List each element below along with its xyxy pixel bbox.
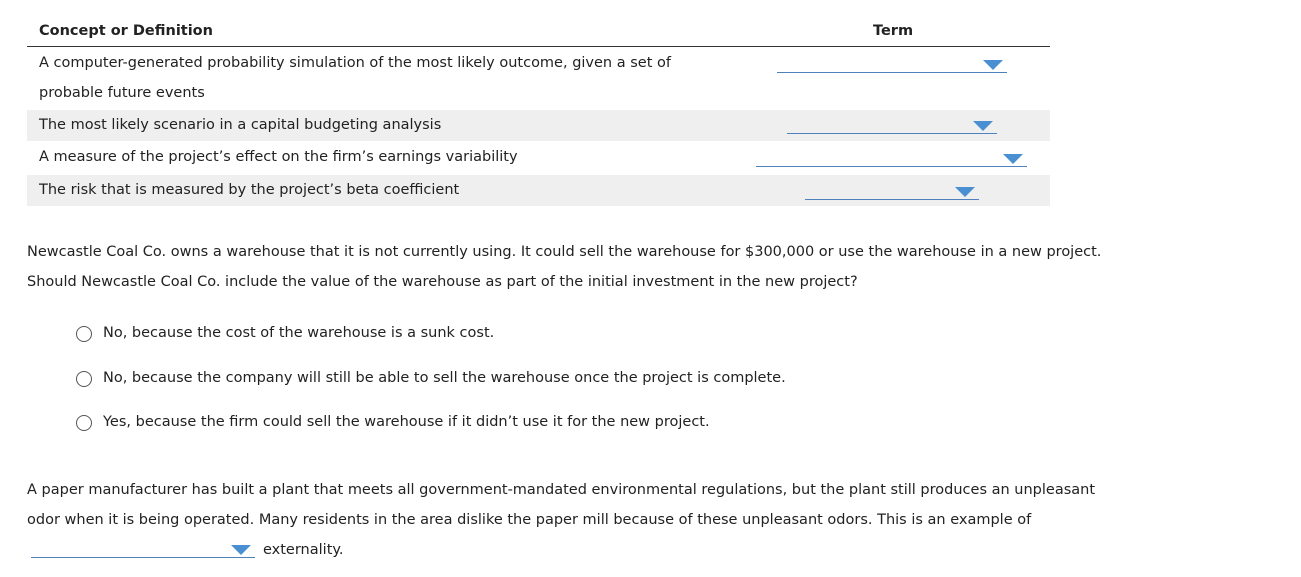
question-line-1: Newcastle Coal Co. owns a warehouse that it is not currently using. It could sell the warehouse for $300,000 or use the warehouse in a new project. bbox=[27, 244, 1102, 260]
row-definition: The most likely scenario in a capital budgeting analysis bbox=[39, 117, 442, 133]
term-column-header: Term bbox=[873, 23, 914, 39]
externality-line-2: odor when it is being operated. Many residents in the area dislike the paper mill because of these unpleasant odors. This is an example of bbox=[27, 512, 1032, 528]
externality-line-1: A paper manufacturer has built a plant that meets all government-mandated environmental regulations, but the plant still produces an unpleasant bbox=[27, 482, 1096, 498]
matching-table-header bbox=[27, 14, 1050, 47]
row-definition-line1: A computer-generated probability simulation of the most likely outcome, given a set of bbox=[39, 55, 671, 71]
chevron-down-icon bbox=[983, 60, 1003, 70]
chevron-down-icon bbox=[955, 187, 975, 197]
chevron-down-icon bbox=[973, 121, 993, 131]
term-dropdown-2[interactable] bbox=[787, 117, 997, 134]
row-definition: A measure of the project’s effect on the firm’s earnings variability bbox=[39, 149, 518, 165]
term-dropdown-4[interactable] bbox=[805, 183, 979, 200]
radio-option-label: No, because the company will still be able to sell the warehouse once the project is complete. bbox=[103, 370, 786, 386]
chevron-down-icon bbox=[231, 545, 251, 555]
question-line-2: Should Newcastle Coal Co. include the value of the warehouse as part of the initial investment in the new project? bbox=[27, 274, 858, 290]
term-dropdown-3[interactable] bbox=[756, 150, 1027, 167]
table-row bbox=[27, 110, 1050, 141]
radio-button[interactable] bbox=[76, 415, 92, 431]
concept-column-header: Concept or Definition bbox=[39, 23, 213, 39]
term-dropdown-1[interactable] bbox=[777, 56, 1007, 73]
table-row bbox=[27, 48, 1050, 108]
table-row bbox=[27, 142, 1050, 173]
radio-button[interactable] bbox=[76, 371, 92, 387]
radio-button[interactable] bbox=[76, 326, 92, 342]
radio-option-label: No, because the cost of the warehouse is a sunk cost. bbox=[103, 325, 495, 341]
chevron-down-icon bbox=[1003, 154, 1023, 164]
externality-suffix: externality. bbox=[263, 542, 344, 558]
row-definition: The risk that is measured by the project’s beta coefficient bbox=[39, 182, 460, 198]
externality-type-dropdown[interactable] bbox=[31, 541, 255, 558]
radio-option-label: Yes, because the firm could sell the warehouse if it didn’t use it for the new project. bbox=[103, 414, 710, 430]
row-definition-line2: probable future events bbox=[39, 85, 205, 101]
table-row bbox=[27, 175, 1050, 206]
